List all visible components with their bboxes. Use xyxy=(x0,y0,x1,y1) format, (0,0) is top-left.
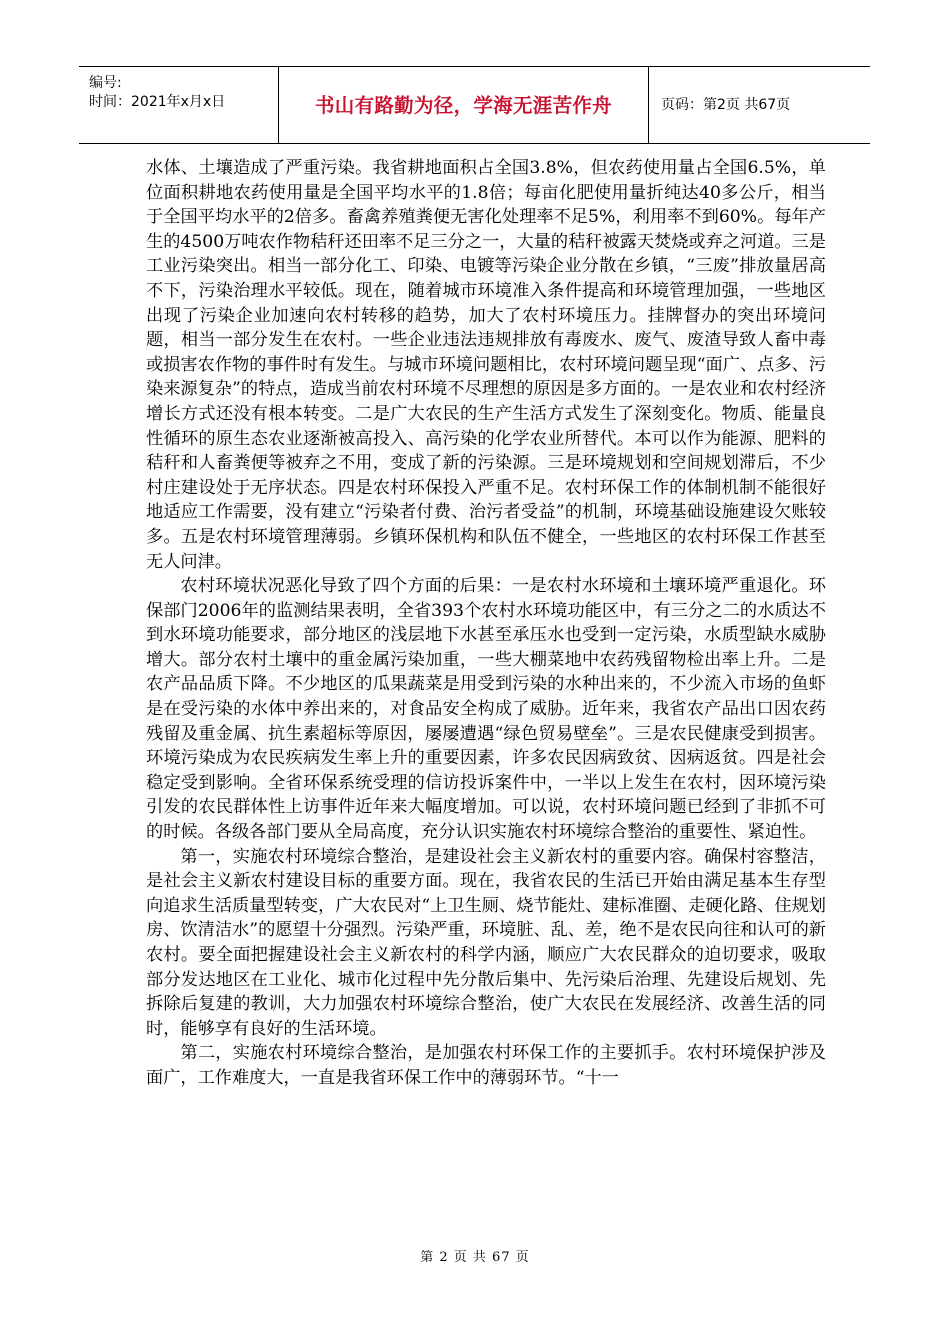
document-number-label: 编号: xyxy=(89,75,122,91)
header-motto: 书山有路勤为径，学海无涯苦作舟 xyxy=(314,94,612,117)
header-page-number: 页码：第2页 共67页 xyxy=(661,97,791,113)
paragraph: 第一，实施农村环境综合整治，是建设社会主义新农村的重要内容。确保村容整洁，是社会主义新农村建设目标的重要方面。现在，我省农民的生活已开始由满足基本生存型向追求生活质量型转变，广大农民对“上卫生厕、烧节能灶、建标准圈、走硬化路、住规划房、饮清洁水”的愿望十分强烈。污染严重，环境脏、乱、差，绝不是农民向往和认可的新农村。要全面把握建设社会主义新农村的科学内涵，顺应广大农民群众的迫切要求，吸取部分发达地区在工业化、城市化过程中先分散后集中、先污染后治理、先建设后规划、先拆除后复建的教训，大力加强农村环境综合整治，使广大农民在发展经济、改善生活的同时，能够享有良好的生活环境。 xyxy=(146,846,826,1039)
document-time-label: 时间：2021年x月x日 xyxy=(89,94,226,110)
paragraph: 第二，实施农村环境综合整治，是加强农村环保工作的主要抓手。农村环境保护涉及面广，工作难度大，一直是我省环保工作中的薄弱环节。“十一 xyxy=(146,1043,826,1088)
page-footer: 第 2 页 共 67 页 xyxy=(420,1250,530,1265)
page-header xyxy=(79,66,870,144)
header-motto-cell xyxy=(279,67,649,143)
header-info-cell xyxy=(79,67,279,143)
header-page-cell xyxy=(649,67,870,143)
document-body xyxy=(146,156,826,1091)
paragraph: 农村环境状况恶化导致了四个方面的后果：一是农村水环境和土壤环境严重退化。环保部门2006年的监测结果表明，全省393个农村水环境功能区中，有三分之二的水质达不到水环境功能要求，部分地区的浅层地下水甚至承压水也受到一定污染，水质型缺水威胁增大。部分农村土壤中的重金属污染加重，一些大棚菜地中农药残留物检出率上升。二是农产品品质下降。不少地区的瓜果蔬菜是用受到污染的水种出来的，不少流入市场的鱼虾是在受污染的水体中养出来的，对食品安全构成了威胁。近年来，我省农产品出口因农药残留及重金属、抗生素超标等原因，屡屡遭遇“绿色贸易壁垒”。三是农民健康受到损害。环境污染成为农民疾病发生率上升的重要因素，许多农民因病致贫、因病返贫。四是社会稳定受到影响。全省环保系统受理的信访投诉案件中，一半以上发生在农村，因环境污染引发的农民群体性上访事件近年来大幅度增加。可以说，农村环境问题已经到了非抓不可的时候。各级各部门要从全局高度，充分认识实施农村环境综合整治的重要性、紧迫性。 xyxy=(146,576,826,843)
paragraph: 水体、土壤造成了严重污染。我省耕地面积占全国3.8%，但农药使用量占全国6.5%，单位面积耕地农药使用量是全国平均水平的1.8倍；每亩化肥使用量折纯达40多公斤，相当于全国平均水平的2倍多。畜禽养殖粪便无害化处理率不足5%，利用率不到60%。每年产生的4500万吨农作物秸秆还田率不足三分之一，大量的秸秆被露天焚烧或弃之河道。三是工业污染突出。相当一部分化工、印染、电镀等污染企业分散在乡镇，“三废”排放量居高不下，污染治理水平较低。现在，随着城市环境准入条件提高和环境管理加强，一些地区出现了污染企业加速向农村转移的趋势，加大了农村环境压力。挂牌督办的突出环境问题，相当一部分发生在农村。一些企业违法违规排放有毒废水、废气、废渣导致人畜中毒或损害农作物的事件时有发生。与城市环境问题相比，农村环境问题呈现“面广、点多、污染来源复杂”的特点，造成当前农村环境不尽理想的原因是多方面的。一是农业和农村经济增长方式还没有根本转变。二是广大农民的生产生活方式发生了深刻变化。物质、能量良性循环的原生态农业逐渐被高投入、高污染的化学农业所替代。本可以作为能源、肥料的秸秆和人畜粪便等被弃之不用，变成了新的污染源。三是环境规划和空间规划滞后，不少村庄建设处于无序状态。四是农村环保投入严重不足。农村环保工作的体制机制不能很好地适应工作需要，没有建立“污染者付费、治污者受益”的机制，环境基础设施建设欠账较多。五是农村环境管理薄弱。乡镇环保机构和队伍不健全，一些地区的农村环保工作甚至无人问津。 xyxy=(146,158,826,572)
